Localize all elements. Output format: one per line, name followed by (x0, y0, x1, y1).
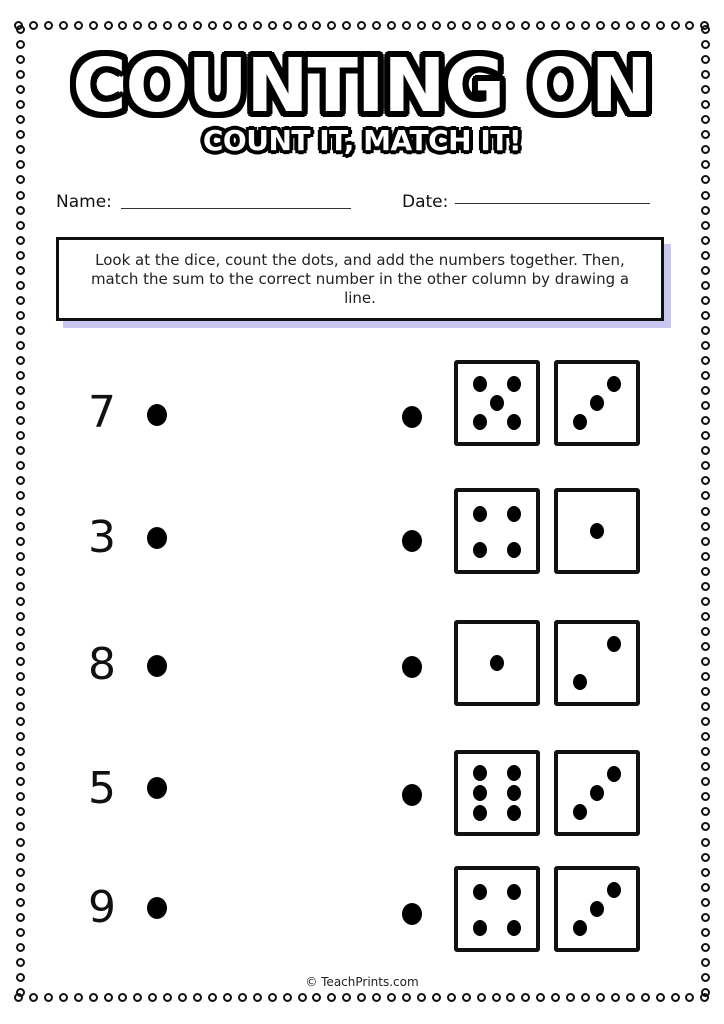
border-ring (701, 582, 710, 591)
border-ring (118, 21, 127, 30)
border-ring (701, 476, 710, 485)
die-pip (607, 376, 621, 392)
border-ring (16, 281, 25, 290)
border-ring (417, 993, 426, 1002)
name-field[interactable] (121, 208, 351, 209)
border-ring (566, 993, 575, 1002)
die-pip (573, 674, 587, 690)
die-pip (473, 542, 487, 558)
die-pip (590, 395, 604, 411)
sum-number: 5 (88, 763, 116, 814)
border-ring (701, 717, 710, 726)
border-ring (701, 175, 710, 184)
border-ring (16, 717, 25, 726)
die-pip (507, 785, 521, 801)
border-ring (357, 993, 366, 1002)
worksheet-title: COUNTING ON (72, 43, 652, 129)
border-ring (536, 21, 545, 30)
border-bottom (14, 991, 710, 1003)
border-ring (402, 993, 411, 1002)
border-ring (432, 993, 441, 1002)
border-ring (701, 221, 710, 230)
border-ring (656, 21, 665, 30)
border-ring (566, 21, 575, 30)
border-ring (701, 206, 710, 215)
border-ring (626, 21, 635, 30)
border-ring (268, 993, 277, 1002)
border-ring (59, 993, 68, 1002)
border-ring (16, 25, 25, 34)
die-face-3 (554, 866, 640, 952)
border-ring (521, 993, 530, 1002)
border-ring (148, 993, 157, 1002)
border-ring (283, 993, 292, 1002)
die-pip (607, 882, 621, 898)
border-ring (253, 993, 262, 1002)
border-ring (492, 993, 501, 1002)
border-ring (148, 21, 157, 30)
border-ring (16, 476, 25, 485)
die-pip (507, 765, 521, 781)
border-ring (312, 21, 321, 30)
right-match-dot[interactable] (402, 656, 422, 678)
border-ring (16, 341, 25, 350)
border-ring (193, 993, 202, 1002)
border-ring (477, 993, 486, 1002)
border-ring (163, 21, 172, 30)
border-ring (74, 21, 83, 30)
border-ring (16, 958, 25, 967)
left-match-dot[interactable] (147, 655, 167, 677)
match-row (0, 360, 724, 450)
die-face-4 (454, 488, 540, 574)
border-ring (178, 993, 187, 1002)
border-ring (16, 597, 25, 606)
border-ring (44, 21, 53, 30)
border-ring (16, 582, 25, 591)
border-ring (641, 21, 650, 30)
left-match-dot[interactable] (147, 777, 167, 799)
die-pip (573, 920, 587, 936)
die-pip (590, 901, 604, 917)
left-match-dot[interactable] (147, 897, 167, 919)
match-row (0, 488, 724, 578)
die-pip (473, 765, 487, 781)
sum-number: 8 (88, 639, 116, 690)
border-ring (16, 191, 25, 200)
die-pip (507, 542, 521, 558)
border-ring (16, 160, 25, 169)
border-ring (44, 993, 53, 1002)
border-ring (312, 993, 321, 1002)
die-pip (473, 376, 487, 392)
sum-number: 7 (88, 387, 116, 438)
border-ring (29, 993, 38, 1002)
border-ring (477, 21, 486, 30)
right-match-dot[interactable] (402, 903, 422, 925)
name-label: Name: (56, 192, 112, 212)
border-ring (701, 236, 710, 245)
border-ring (89, 21, 98, 30)
instructions-box (56, 237, 664, 321)
border-ring (59, 21, 68, 30)
border-ring (671, 21, 680, 30)
border-ring (701, 597, 710, 606)
match-row (0, 866, 724, 956)
worksheet-subtitle: COUNT IT, MATCH IT! (202, 124, 522, 157)
border-ring (16, 296, 25, 305)
border-ring (342, 993, 351, 1002)
border-ring (506, 21, 515, 30)
border-ring (29, 21, 38, 30)
match-row (0, 750, 724, 840)
die-pip (607, 636, 621, 652)
border-ring (104, 21, 113, 30)
border-ring (208, 993, 217, 1002)
border-ring (447, 993, 456, 1002)
border-ring (104, 993, 113, 1002)
die-pip (590, 523, 604, 539)
border-ring (581, 993, 590, 1002)
border-ring (581, 21, 590, 30)
die-pip (473, 506, 487, 522)
die-pip (490, 395, 504, 411)
border-ring (387, 21, 396, 30)
match-row (0, 620, 724, 710)
die-face-5 (454, 360, 540, 446)
date-label: Date: (402, 192, 449, 212)
die-face-2 (554, 620, 640, 706)
border-ring (492, 21, 501, 30)
die-pip (507, 805, 521, 821)
border-ring (223, 21, 232, 30)
border-ring (462, 21, 471, 30)
border-ring (641, 993, 650, 1002)
border-ring (656, 993, 665, 1002)
border-ring (551, 993, 560, 1002)
border-ring (611, 993, 620, 1002)
border-ring (283, 21, 292, 30)
border-ring (298, 993, 307, 1002)
border-ring (16, 236, 25, 245)
die-pip (473, 805, 487, 821)
border-ring (626, 993, 635, 1002)
border-ring (16, 732, 25, 741)
border-ring (701, 958, 710, 967)
border-ring (417, 21, 426, 30)
border-ring (701, 25, 710, 34)
die-pip (607, 766, 621, 782)
border-ring (701, 311, 710, 320)
border-ring (611, 21, 620, 30)
die-pip (473, 414, 487, 430)
date-field[interactable] (455, 203, 650, 204)
die-pip (507, 920, 521, 936)
border-ring (16, 251, 25, 260)
border-ring (596, 21, 605, 30)
die-pip (507, 506, 521, 522)
border-ring (16, 853, 25, 862)
die-pip (507, 414, 521, 430)
border-ring (685, 21, 694, 30)
left-match-dot[interactable] (147, 404, 167, 426)
left-match-dot[interactable] (147, 527, 167, 549)
border-ring (133, 21, 142, 30)
border-ring (701, 296, 710, 305)
border-ring (701, 732, 710, 741)
border-ring (701, 326, 710, 335)
border-ring (372, 993, 381, 1002)
border-ring (16, 461, 25, 470)
border-ring (16, 221, 25, 230)
border-ring (551, 21, 560, 30)
die-face-3 (554, 360, 640, 446)
border-ring (701, 191, 710, 200)
border-ring (701, 281, 710, 290)
border-ring (16, 311, 25, 320)
die-face-1 (554, 488, 640, 574)
die-pip (590, 785, 604, 801)
border-ring (447, 21, 456, 30)
border-ring (701, 853, 710, 862)
border-ring (701, 461, 710, 470)
border-ring (671, 993, 680, 1002)
border-ring (536, 993, 545, 1002)
border-ring (357, 21, 366, 30)
border-ring (327, 21, 336, 30)
border-ring (701, 988, 710, 997)
die-pip (490, 655, 504, 671)
border-ring (701, 251, 710, 260)
die-pip (473, 785, 487, 801)
border-ring (372, 21, 381, 30)
right-match-dot[interactable] (402, 784, 422, 806)
die-pip (573, 414, 587, 430)
border-ring (223, 993, 232, 1002)
border-ring (89, 993, 98, 1002)
border-ring (208, 21, 217, 30)
die-face-6 (454, 750, 540, 836)
copyright-footer: © TeachPrints.com (305, 975, 419, 989)
right-match-dot[interactable] (402, 530, 422, 552)
sum-number: 3 (88, 512, 116, 563)
border-ring (701, 160, 710, 169)
border-ring (327, 993, 336, 1002)
border-ring (74, 993, 83, 1002)
border-ring (298, 21, 307, 30)
border-ring (387, 993, 396, 1002)
border-ring (16, 266, 25, 275)
die-pip (573, 804, 587, 820)
border-ring (342, 21, 351, 30)
border-ring (163, 993, 172, 1002)
border-ring (685, 993, 694, 1002)
border-ring (701, 266, 710, 275)
die-face-3 (554, 750, 640, 836)
border-ring (16, 206, 25, 215)
instructions-text: Look at the dice, count the dots, and add the numbers together. Then, match the sum to the correct number in the other column by drawing a line. (90, 250, 630, 307)
border-ring (402, 21, 411, 30)
border-ring (133, 993, 142, 1002)
border-ring (521, 21, 530, 30)
border-ring (462, 993, 471, 1002)
die-pip (473, 884, 487, 900)
die-pip (507, 884, 521, 900)
die-face-1 (454, 620, 540, 706)
border-ring (432, 21, 441, 30)
die-face-4 (454, 866, 540, 952)
die-pip (507, 376, 521, 392)
border-ring (253, 21, 262, 30)
border-ring (16, 175, 25, 184)
border-ring (238, 993, 247, 1002)
border-ring (268, 21, 277, 30)
border-ring (238, 21, 247, 30)
sum-number: 9 (88, 882, 116, 933)
border-ring (596, 993, 605, 1002)
border-ring (701, 341, 710, 350)
border-ring (506, 993, 515, 1002)
border-ring (118, 993, 127, 1002)
border-ring (193, 21, 202, 30)
border-ring (178, 21, 187, 30)
right-match-dot[interactable] (402, 406, 422, 428)
border-ring (16, 326, 25, 335)
die-pip (473, 920, 487, 936)
border-top (14, 19, 710, 31)
border-ring (16, 988, 25, 997)
